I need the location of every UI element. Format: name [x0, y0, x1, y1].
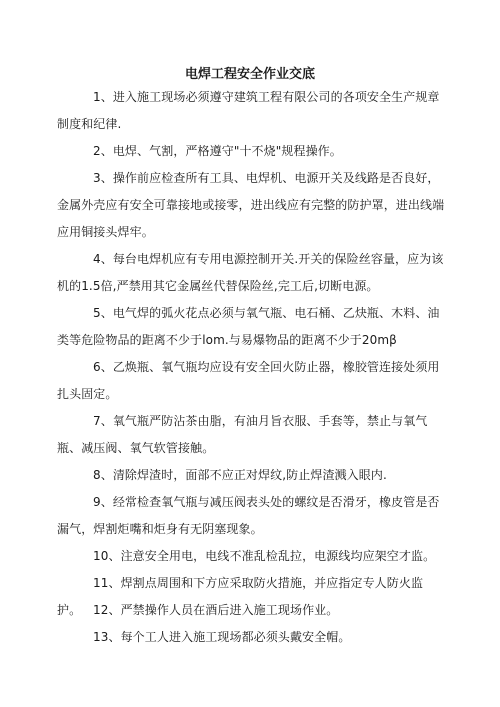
paragraph-11: 11、焊割点周围和下方应采取防火措施，并应指定专人防火监护。 — [57, 576, 424, 617]
paragraph-13: 13、每个工人进入施工现场都必须头戴安全帽。 — [93, 630, 351, 644]
paragraph-10: 10、注意安全用电，电线不准乱检乱拉，电源线均应架空才监。 — [93, 549, 436, 563]
paragraph-9: 9、经常检查氧气瓶与减压阀表头处的螺纹是否滑牙，橡皮管是否漏气，焊割炬嘴和炬身有无阴塞现象。 — [57, 495, 440, 536]
paragraph-5: 5、电气焊的弧火花点必须与氧气瓶、电石桶、乙炔瓶、木料、油类等危险物品的距离不少于lom.与易爆物品的距离不少于20mβ — [57, 306, 440, 347]
paragraph-7: 7、氧气瓶严防沾茶由脂，有油月旨衣服、手套等，禁止与氧气瓶、减压阀、氧气软管接触。 — [57, 414, 428, 455]
paragraph-6: 6、乙焕瓶、氧气瓶均应设有安全回火防止器，橡胶管连接处须用扎头固定。 — [57, 360, 440, 401]
paragraph-2: 2、电焊、气割，严格遵守"十不烧"规程操作。 — [93, 144, 342, 158]
paragraph-1: 1、进入施工现场必须遵守建筑工程有限公司的各项安全生产规章制度和纪律. — [57, 90, 440, 131]
paragraph-12: 12、严禁操作人员在酒后进入施工现场作业。 — [93, 603, 339, 617]
document-title: 电焊工程安全作业交底 — [184, 67, 315, 82]
paragraph-3: 3、操作前应检查所有工具、电焊机、电源开关及线路是否良好，金属外壳应有安全可靠接地或接零，进出线应有完整的防护罩，进出线端应用铜接头焊牢。 — [57, 171, 445, 239]
paragraph-4: 4、每台电焊机应有专用电源控制开关.开关的保险丝容量，应为该机的1.5倍,严禁用其它金属丝代替保险丝,完工后,切断电源。 — [57, 252, 444, 293]
paragraph-8: 8、清除焊渣时，面部不应正对焊纹,防止焊渣溅入眼内. — [93, 468, 387, 482]
